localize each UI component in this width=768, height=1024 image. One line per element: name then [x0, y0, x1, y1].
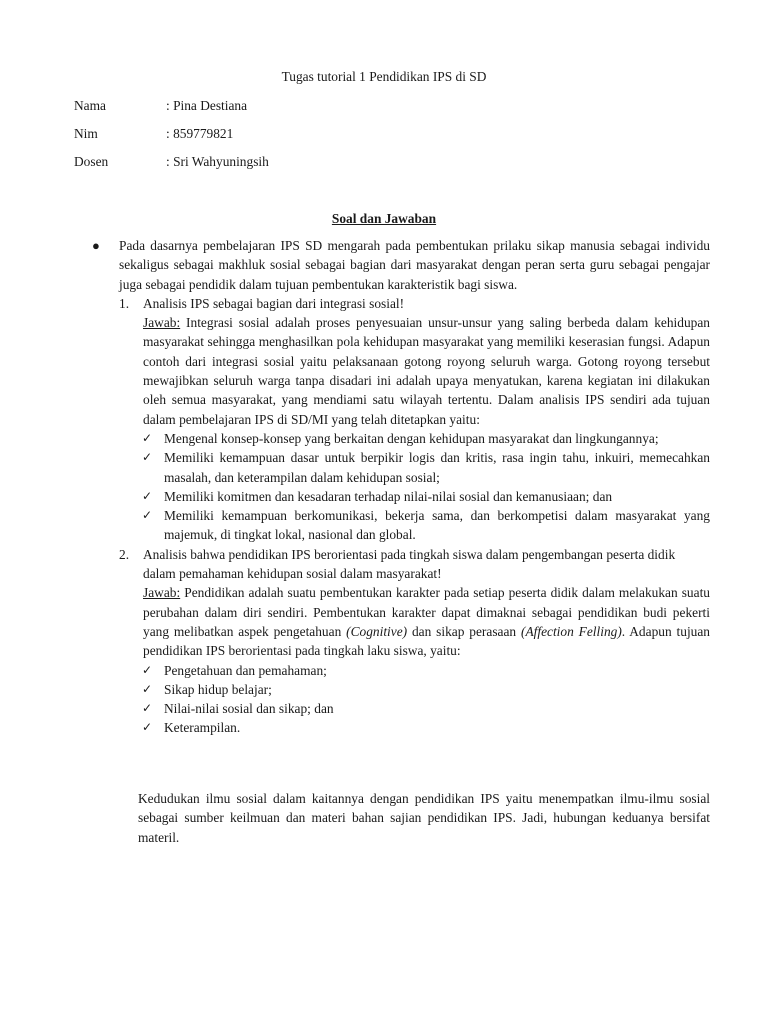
list-item: [142, 429, 710, 448]
meta-label: Nim: [74, 126, 98, 141]
list-item-text: Memiliki komitmen dan kesadaran terhadap nilai-nilai sosial dan kemanusiaan; dan: [164, 488, 613, 504]
list-item-text: Mengenal konsep-konsep yang berkaitan dengan kehidupan masyarakat dan lingkungannya;: [164, 430, 659, 446]
checkmark-icon: ✓: [142, 430, 153, 445]
checkmark-icon: ✓: [142, 720, 153, 735]
list-item-text: Keterampilan.: [164, 720, 241, 736]
answer-label: Jawab:: [143, 315, 181, 331]
checklist: [119, 661, 710, 738]
intro-paragraph: Pada dasarnya pembelajaran IPS SD mengarah pada pembentukan prilaku sikap manusia sebagai individu sekaligus sebagai makhluk sosial sebagai bagian dari masyarakat dengan peran serta guru sebagai pengajar juga sebagai pendidik dalam tujuan pembentukan karakteristik bagi siswa.: [119, 238, 710, 292]
list-item: [142, 506, 710, 545]
closing-paragraph: Kedudukan ilmu sosial dalam kaitannya dengan pendidikan IPS yaitu menempatkan ilmu-ilmu sosial sebagai sumber keilmuan dan materi bahan sajian pendidikan IPS. Jadi, hubungan keduanya bersifat materil.: [138, 791, 710, 845]
bullet-block: [92, 236, 710, 738]
answer-text: dan sikap perasaan: [407, 623, 521, 639]
list-item: [142, 699, 710, 718]
list-item-text: Nilai-nilai sosial dan sikap; dan: [164, 701, 334, 717]
list-item-text: Pengetahuan dan pemahaman;: [164, 662, 327, 678]
list-item-text: Sikap hidup belajar;: [164, 681, 272, 697]
list-item: [142, 680, 710, 699]
answer-text: Integrasi sosial adalah proses penyesuaian unsur-unsur yang saling berbeda dalam kehidupan masyarakat sehingga menghasilkan pola kehidupan masyarakat yang memiliki keserasian fungsi. Adapun contoh dari integrasi sosial yaitu pelaksanaan gotong royong seluruh warga. Gotong royong tersebut mewajibkan seluruh warga tanpa disadari ini adalah upaya menyatukan, karena kegiatan ini dilakukan oleh semua masyarakat, yang mendiami satu wilayah tertentu. Dalam analisis IPS sendiri ada tujuan dalam pembelajaran IPS di SD/MI yang telah ditetapkan yaitu:: [143, 315, 710, 427]
checkmark-icon: ✓: [142, 508, 153, 523]
answer-term-cognitive: (Cognitive): [346, 623, 408, 639]
section-title: Soal dan Jawaban: [331, 211, 437, 226]
checkmark-icon: ✓: [142, 681, 153, 696]
meta-label: Nama: [74, 98, 106, 113]
checkmark-icon: ✓: [142, 662, 153, 677]
list-item: [142, 448, 710, 487]
meta-value: : Pina Destiana: [166, 98, 248, 113]
document-title: Tugas tutorial 1 Pendidikan IPS di SD: [281, 69, 487, 84]
question-item-2: [119, 545, 710, 738]
list-item-text: Memiliki kemampuan berkomunikasi, bekerja sama, dan berkompetisi dalam masyarakat yang majemuk, di tingkat lokal, nasional dan global.: [164, 508, 710, 543]
question-number: 1.: [119, 295, 130, 311]
question-number: 2.: [119, 546, 130, 562]
answer-text: Pendidikan adalah suatu pembentukan karakter pada setiap peserta didik dalam melakukan suatu perubahan dalam diri sendiri. Pembentukan karakter dapat dimaknai sebagai pendidikan budi pekerti yang melibatkan aspek pengetahuan: [143, 585, 710, 639]
meta-label: Dosen: [74, 154, 109, 169]
list-item: [142, 718, 710, 737]
answer-paragraph: [119, 313, 710, 429]
meta-value: : 859779821: [166, 126, 234, 141]
checklist: [119, 429, 710, 545]
question-text: Analisis bahwa pendidikan IPS berorientasi pada tingkah siswa dalam pengembangan peserta didik dalam pemahaman kehidupan sosial dalam masyarakat!: [143, 546, 676, 582]
answer-paragraph: [119, 583, 710, 660]
answer-term-affection: (Affection Felling): [521, 623, 622, 639]
checkmark-icon: ✓: [142, 488, 153, 503]
answer-label: Jawab:: [143, 585, 181, 601]
question-text: Analisis IPS sebagai bagian dari integrasi sosial!: [143, 295, 405, 311]
list-item: [142, 487, 710, 506]
meta-value: : Sri Wahyuningsih: [166, 154, 269, 169]
checkmark-icon: ✓: [142, 450, 153, 465]
list-item-text: Memiliki kemampuan dasar untuk berpikir logis dan kritis, rasa ingin tahu, inkuiri, memecahkan masalah, dan keterampilan dalam kehidupan sosial;: [164, 450, 710, 485]
bullet-dot-icon: ●: [92, 238, 100, 253]
checkmark-icon: ✓: [142, 701, 153, 716]
list-item: [142, 661, 710, 680]
answer-text: . Adapun tujuan pendidikan IPS berorientasi pada tingkah laku siswa, yaitu:: [143, 623, 710, 659]
question-item-1: [119, 294, 710, 545]
